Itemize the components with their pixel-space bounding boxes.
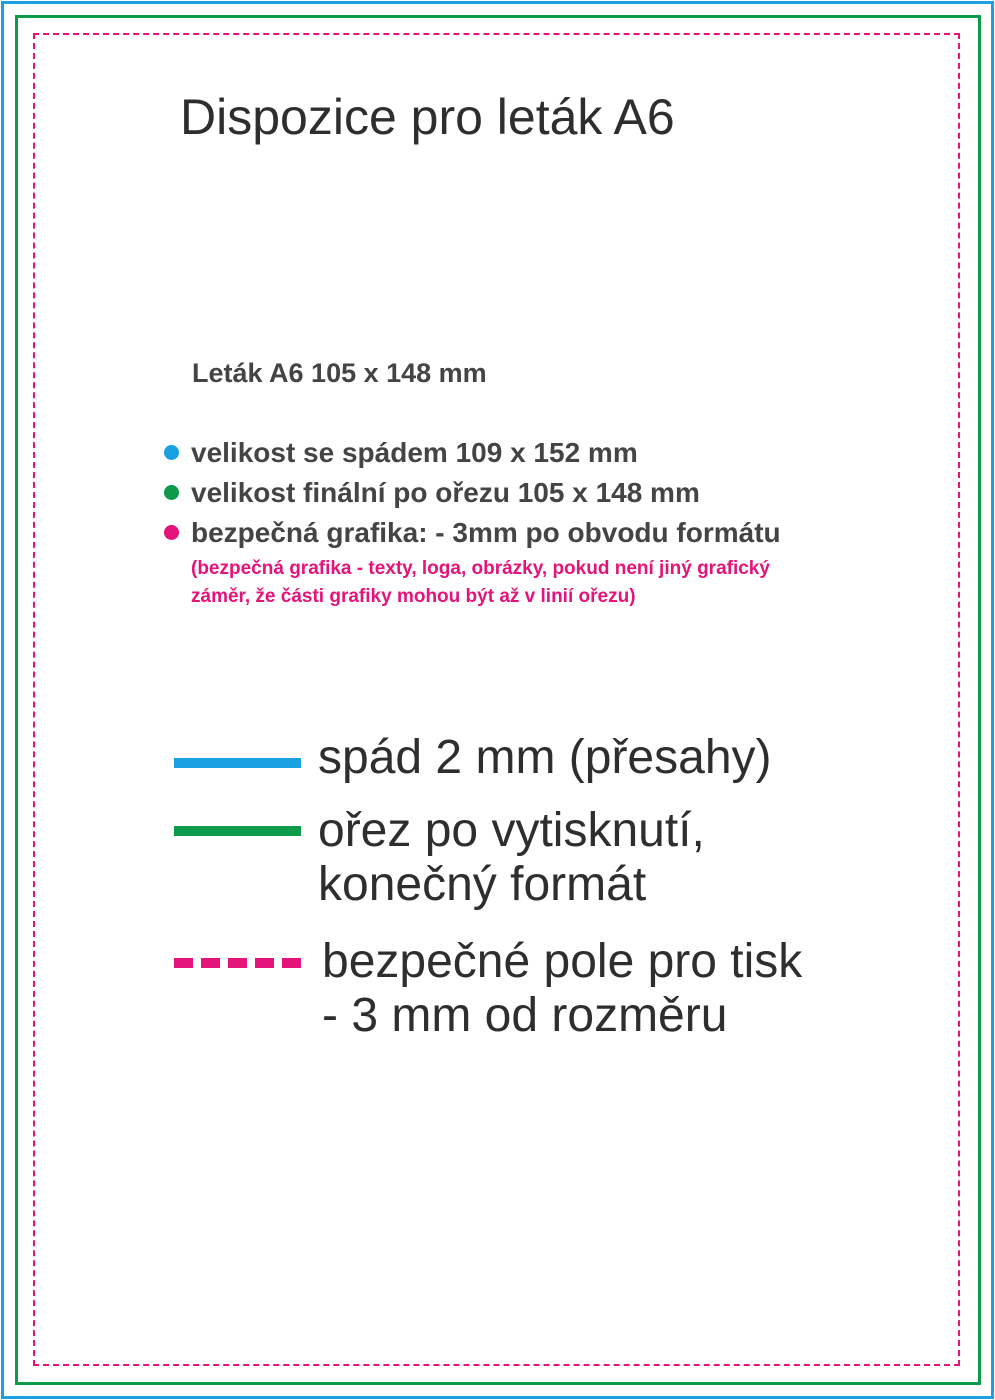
legend-safe-dashed-line-icon <box>174 958 301 968</box>
note-line-1: (bezpečná grafika - texty, loga, obrázky, pokud není jiný grafický <box>191 558 770 579</box>
spec-safe-text: bezpečná grafika: - 3mm po obvodu formátu <box>191 517 781 548</box>
spec-safe-graphics <box>164 517 781 549</box>
spec-bleed-size <box>164 437 638 469</box>
page-title: Dispozice pro leták A6 <box>180 89 675 145</box>
safe-graphics-note <box>191 555 871 611</box>
blue-dot-icon <box>164 445 179 460</box>
spec-final-text: velikost finální po ořezu 105 x 148 mm <box>191 477 700 508</box>
spec-final-size <box>164 477 700 509</box>
legend-bleed-text <box>318 731 772 785</box>
legend-bleed-line-icon <box>174 758 301 768</box>
format-size-label: Leták A6 105 x 148 mm <box>192 358 487 388</box>
legend-trim-line-1: ořez po vytisknutí, <box>318 804 705 857</box>
legend-safe-line-1: bezpečné pole pro tisk <box>322 935 803 988</box>
legend-bleed-line-1: spád 2 mm (přesahy) <box>318 731 772 784</box>
spec-bleed-text: velikost se spádem 109 x 152 mm <box>191 437 638 468</box>
legend-safe-line-2: - 3 mm od rozměru <box>322 989 728 1042</box>
legend-trim-line-icon <box>174 826 301 836</box>
legend-safe-text <box>322 935 802 1043</box>
legend-trim-line-2: konečný formát <box>318 858 647 911</box>
safe-area-border <box>33 33 960 1366</box>
pink-dot-icon <box>164 525 179 540</box>
green-dot-icon <box>164 485 179 500</box>
legend-trim-text <box>318 804 705 912</box>
note-line-2: záměr, že části grafiky mohou být až v linií ořezu) <box>191 586 636 607</box>
